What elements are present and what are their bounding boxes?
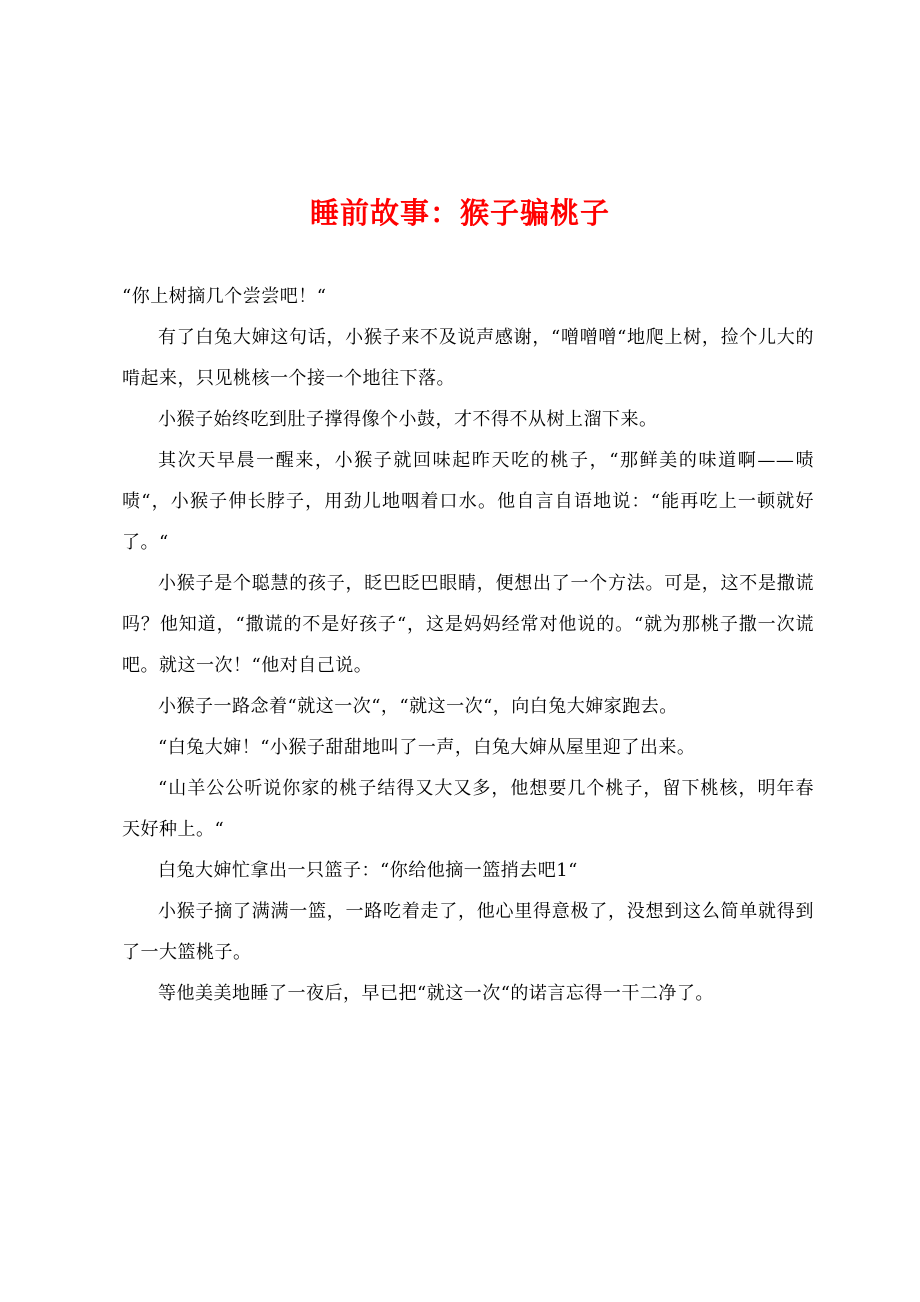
paragraph-9: 白兔大婶忙拿出一只篮子：“你给他摘一篮捎去吧1“	[158, 860, 578, 881]
paragraph-2: 有了白兔大婶这句话，小猴子来不及说声感谢，“噌噌噌“地爬上树，捡个儿大的啃起来，只见桃核一个接一个地往下落。	[122, 327, 814, 389]
paragraph-10: 小猴子摘了满满一篮，一路吃着走了，他心里得意极了，没想到这么简单就得到了一大篮桃子。	[122, 901, 814, 963]
paragraph-5: 小猴子是个聪慧的孩子，眨巴眨巴眼睛，便想出了一个方法。可是，这不是撒谎吗？他知道，“撒谎的不是好孩子“，这是妈妈经常对他说的。“就为那桃子撒一次谎吧。就这一次！“他对自己说。	[122, 573, 814, 676]
paragraph-6: 小猴子一路念着“就这一次“，“就这一次“，向白兔大婶家跑去。	[158, 696, 678, 717]
paragraph-8: “山羊公公听说你家的桃子结得又大又多，他想要几个桃子，留下桃核，明年春天好种上。“	[122, 778, 814, 840]
story-body	[122, 276, 814, 1014]
paragraph-4: 其次天早晨一醒来，小猴子就回味起昨天吃的桃子，“那鲜美的味道啊——啧啧“，小猴子伸长脖子，用劲儿地咽着口水。他自言自语地说：“能再吃上一顿就好了。“	[122, 450, 814, 553]
paragraph-11: 等他美美地睡了一夜后，早已把“就这一次“的诺言忘得一干二净了。	[158, 983, 714, 1004]
paragraph-3: 小猴子始终吃到肚子撑得像个小鼓，才不得不从树上溜下来。	[158, 409, 658, 430]
paragraph-1: “你上树摘几个尝尝吧！“	[122, 286, 327, 307]
paragraph-7: “白兔大婶！“小猴子甜甜地叫了一声，白兔大婶从屋里迎了出来。	[158, 737, 696, 758]
document-title: 睡前故事：猴子骗桃子	[309, 196, 610, 230]
